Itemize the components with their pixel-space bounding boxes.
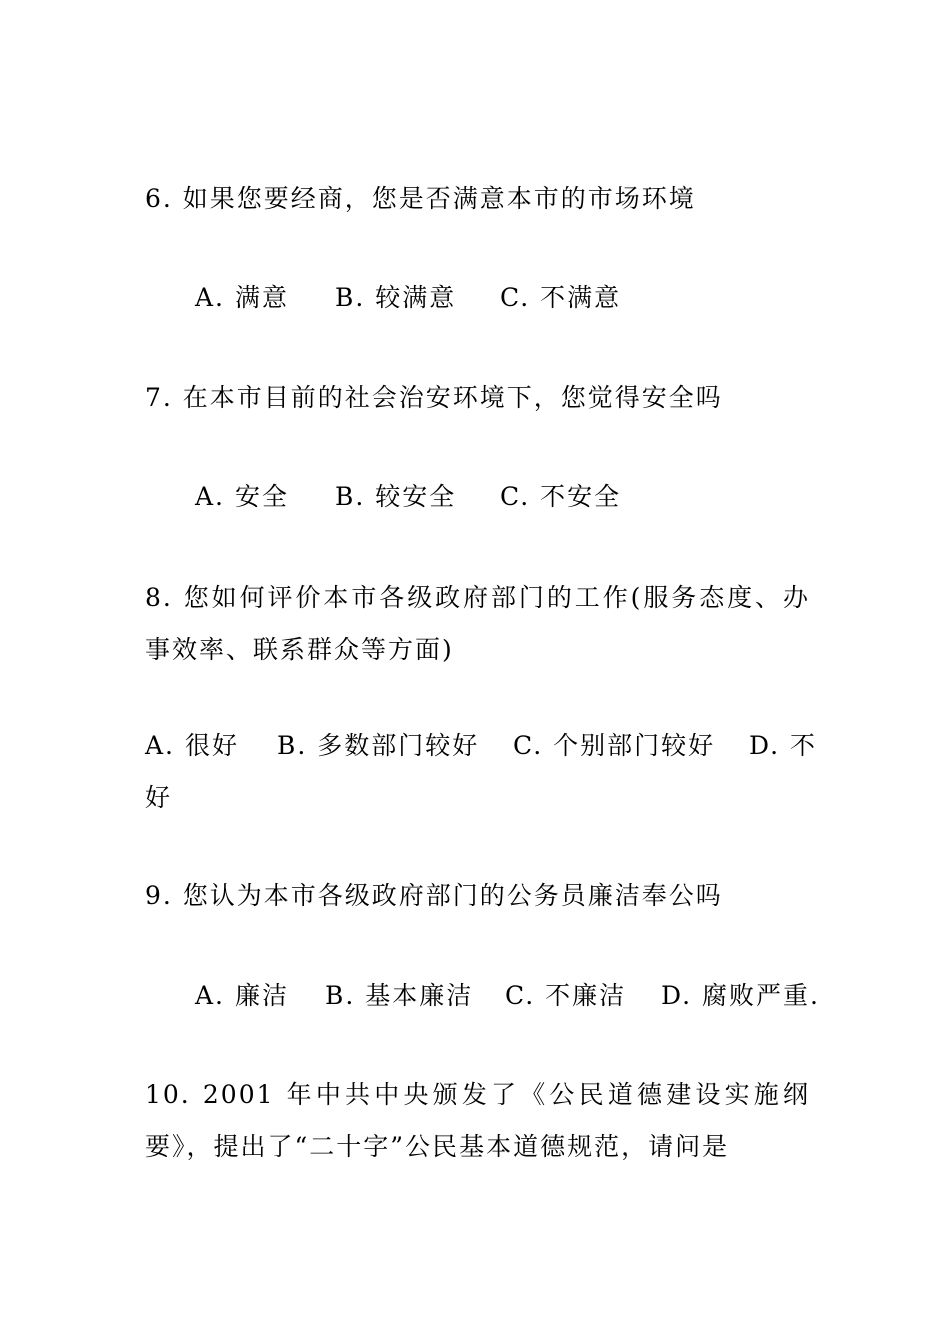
- question-9: 9. 您认为本市各级政府部门的公务员廉洁奉公吗: [145, 881, 723, 910]
- question-6-option-c: C. 不满意: [500, 283, 622, 312]
- question-9-option-b: B. 基本廉洁: [325, 981, 474, 1010]
- question-7-option-b: B. 较安全: [335, 482, 457, 511]
- question-8: 8. 您如何评价本市各级政府部门的工作(服务态度、办事效率、联系群众等方面): [145, 583, 810, 664]
- question-7-option-a: A. 安全: [195, 482, 289, 511]
- question-7: 7. 在本市目前的社会治安环境下，您觉得安全吗: [145, 383, 723, 412]
- question-8-option-d-wrap: [145, 731, 818, 813]
- question-8-option-b: B. 多数部门较好: [277, 731, 480, 760]
- question-9-option-d: D. 腐败严重.: [661, 981, 820, 1010]
- question-6-option-b: B. 较满意: [335, 283, 457, 312]
- question-6: 6. 如果您要经商，您是否满意本市的市场环境: [145, 184, 696, 213]
- question-8-option-c: C. 个别部门较好: [513, 731, 716, 760]
- question-7-option-c: C. 不安全: [500, 482, 622, 511]
- question-8-option-d-part2: 好: [145, 783, 173, 812]
- question-8-option-a: A. 很好: [145, 731, 239, 760]
- question-9-option-c: C. 不廉洁: [505, 981, 627, 1010]
- question-9-option-a: A. 廉洁: [195, 981, 289, 1010]
- question-10: 10. 2001 年中共中央颁发了《公民道德建设实施纲要》，提出了“二十字”公民基本道德规范，请问是: [145, 1080, 810, 1161]
- question-7-options: [195, 482, 695, 512]
- question-9-options: [195, 981, 820, 1011]
- question-6-options: [195, 283, 695, 313]
- question-6-option-a: A. 满意: [195, 283, 289, 312]
- question-8-option-d-part1: D. 不: [749, 731, 818, 760]
